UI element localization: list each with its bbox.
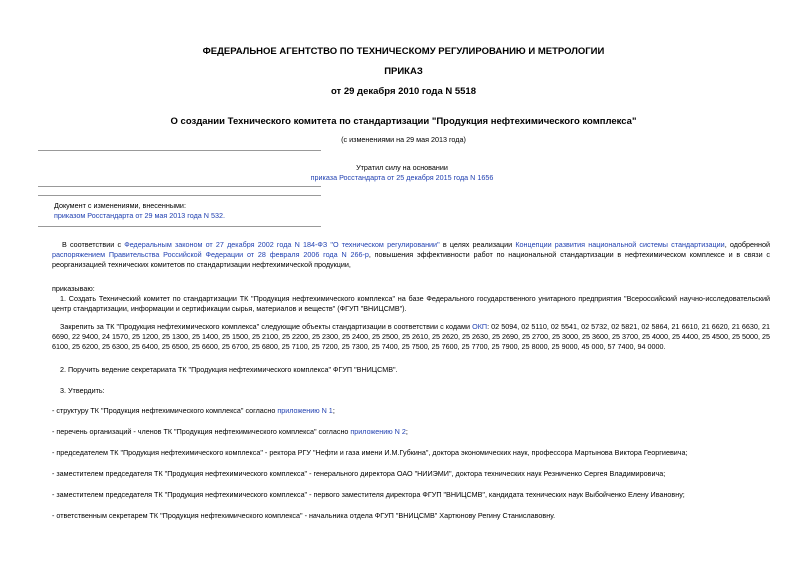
approve-tail: ; xyxy=(405,427,408,436)
appendix-2-link[interactable]: приложению N 2 xyxy=(350,427,406,436)
approve-item xyxy=(52,511,770,521)
approve-text: - структуру ТК "Продукция нефтехимического комплекса" согласно xyxy=(52,406,278,415)
law-184-link[interactable]: Федеральным законом от 27 декабря 2002 года N 184-ФЗ "О техническом регулировании" xyxy=(124,240,440,249)
approve-item xyxy=(52,469,770,479)
okp-paragraph xyxy=(52,322,770,353)
doc-type: ПРИКАЗ xyxy=(384,66,423,77)
lost-force-link-wrap xyxy=(0,173,804,183)
divider xyxy=(38,195,321,196)
approve-tail: ; xyxy=(332,406,335,415)
agency-name: ФЕДЕРАЛЬНОЕ АГЕНТСТВО ПО ТЕХНИЧЕСКОМУ РЕГУЛИРОВАНИЮ И МЕТРОЛОГИИ xyxy=(202,46,605,57)
divider xyxy=(38,150,321,151)
divider xyxy=(38,186,321,187)
divider xyxy=(38,226,321,227)
lost-force-link[interactable]: приказа Росстандарта от 25 декабря 2015 года N 1656 xyxy=(310,173,494,182)
item-1-text: 1. Создать Технический комитет по стандартизации ТК "Продукция нефтехимического комплекса" на базе Федерального государственного унитарного предприятия "Всероссийский научно-исследовательский центр стандартизации, информации и сертификации сырья, материалов и веществ" (ФГУП "ВНИЦСМВ"). xyxy=(52,294,770,314)
okp-text: Закрепить за ТК "Продукция нефтехимического комплекса" следующие объекты стандартизации в соответствии с кодами xyxy=(60,322,473,331)
approve-item xyxy=(52,448,770,458)
approve-text: - перечень организаций - членов ТК "Продукция нефтехимического комплекса" согласно xyxy=(52,427,351,436)
intro-text: , повышения эффективности работ по национальной стандартизации в нефтехимическом комплексе и в связи с реорганизацией технических комитетов по стандартизации нефтехимической продукции, xyxy=(52,250,770,270)
approve-text: - заместителем председателя ТК "Продукция нефтехимического комплекса" - генерального директора ОАО "НИИЭМИ", доктора технических наук Резниченко Сергея Владимировича; xyxy=(52,469,666,478)
item-3 xyxy=(52,386,770,396)
intro-text: , одобренной xyxy=(724,240,770,249)
doc-date: от 29 декабря 2010 года N 5518 xyxy=(330,86,476,97)
approve-item xyxy=(52,406,770,416)
approve-text: - председателем ТК "Продукция нефтехимического комплекса" - ректора РГУ "Нефти и газа имени И.М.Губкина", доктора экономических наук, профессора Мартынова Виктора Георгиевича; xyxy=(52,448,688,457)
order-word: приказываю: xyxy=(52,284,95,293)
doc-changes-text: Документ с изменениями, внесенными: xyxy=(54,201,186,210)
intro-text: В соответствии с xyxy=(62,240,125,249)
approve-text: - заместителем председателя ТК "Продукция нефтехимического комплекса" - первого заместителя директора ФГУП "ВНИЦСМВ", кандидата технических наук Выбойченко Елену Ивановну; xyxy=(52,490,685,499)
approve-item xyxy=(52,427,770,437)
intro-paragraph xyxy=(52,240,770,271)
lost-force-text: Утратил силу на основании xyxy=(356,163,448,172)
item-2 xyxy=(52,365,770,375)
doc-changes-link-wrap xyxy=(54,211,225,221)
doc-changes-link[interactable]: приказом Росстандарта от 29 мая 2013 года N 532. xyxy=(54,211,225,220)
okp-link[interactable]: ОКП xyxy=(472,322,488,331)
concept-link[interactable]: Концепции развития национальной системы стандартизации xyxy=(515,240,725,249)
approve-item xyxy=(52,490,770,500)
decree-266-link[interactable]: распоряжением Правительства Российской Федерации от 28 февраля 2006 года N 266-р xyxy=(52,250,369,260)
intro-text: в целях реализации xyxy=(439,240,516,249)
appendix-1-link[interactable]: приложению N 1 xyxy=(277,406,333,415)
okp-codes: : 02 5094, 02 5110, 02 5541, 02 5732, 02 5821, 02 5864, 21 6610, 21 6620, 21 6630, 21 6690, 22 9400, 24 1570, 25 1200, 25 1300, 25 1400, 25 1500, 25 2100, 25 2200, 25 2300, 25 2400, 25 2500, 25 2610, 25 2620, 25 2630, 25 2690, 25 2700, 25 3000, 25 3600, 25 3700, 25 4000, 25 4400, 25 4500, 25 5000, 25 6100, 25 6200, 25 6300, 25 6400, 25 6500, 25 6600, 25 6700, 25 6800, 25 7100, 25 7200, 25 7300, 25 7400, 25 7500, 25 7600, 25 7700, 25 7900, 25 8000, 25 9000, 45 000, 57 7400, 94 0000. xyxy=(52,322,770,352)
amendment-note: (с изменениями на 29 мая 2013 года) xyxy=(341,135,466,144)
approve-text: - ответственным секретарем ТК "Продукция нефтехимического комплекса" - начальника отдела ФГУП "ВНИЦСМВ" Хартюнову Регину Станиславовну. xyxy=(52,511,556,520)
doc-title: О создании Технического комитета по стандартизации "Продукция нефтехимического комплекса" xyxy=(170,116,637,127)
item-3-text: 3. Утвердить: xyxy=(60,386,105,395)
item-1 xyxy=(52,294,770,314)
item-2-text: 2. Поручить ведение секретариата ТК "Продукция нефтехимического комплекса" ФГУП "ВНИЦСМВ". xyxy=(60,365,398,374)
